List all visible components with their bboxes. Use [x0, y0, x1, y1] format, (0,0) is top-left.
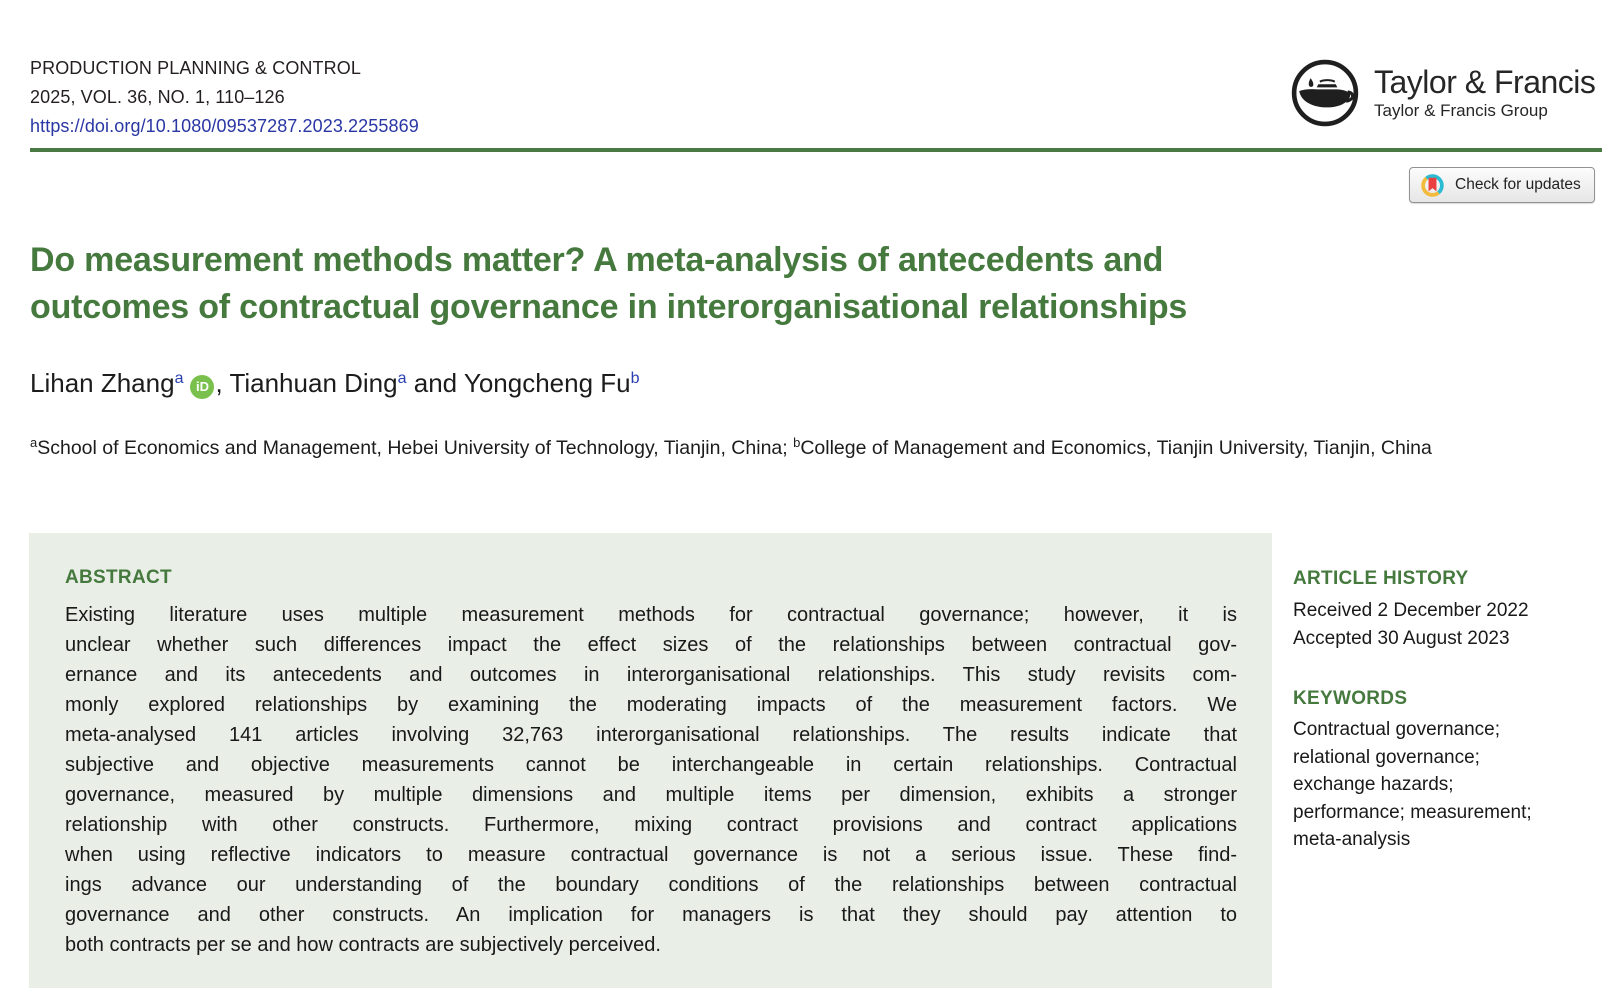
- article-title-line-1: Do measurement methods matter? A meta-analysis of antecedents and: [30, 241, 1164, 279]
- author-3-affiliation-mark: b: [630, 370, 640, 387]
- author-3: and Yongcheng Fu: [406, 368, 631, 398]
- abstract-line: governance and other constructs. An implication for managers is that they should pay attention to: [65, 904, 1237, 926]
- abstract-line: relationship with other constructs. Furthermore, mixing contract provisions and contract applications: [65, 814, 1237, 836]
- abstract-line: both contracts per se and how contracts are subjectively perceived.: [65, 934, 661, 956]
- abstract-line: meta-analysed 141 articles involving 32,763 interorganisational relationships. The results indicate that: [65, 724, 1237, 746]
- abstract-heading: ABSTRACT: [65, 567, 172, 588]
- keywords-heading: KEYWORDS: [1293, 688, 1408, 709]
- publisher-logo: [1290, 58, 1595, 128]
- abstract-line: Existing literature uses multiple measurement methods for contractual governance; however, it is: [65, 604, 1237, 626]
- keyword-line: relational governance;: [1293, 746, 1480, 768]
- header-divider: [30, 148, 1602, 152]
- article-meta-sidebar: [1293, 568, 1578, 854]
- affiliation-a-text: School of Economics and Management, Hebei University of Technology, Tianjin, China;: [37, 437, 794, 459]
- keyword-line: Contractual governance;: [1293, 719, 1501, 740]
- journal-masthead: [30, 54, 419, 141]
- doi-link[interactable]: https://doi.org/10.1080/09537287.2023.2255869: [30, 116, 419, 136]
- publisher-group: Taylor & Francis Group: [1374, 101, 1548, 120]
- crossmark-icon: [1420, 173, 1445, 198]
- affiliations: [30, 428, 1486, 463]
- author-2-affiliation-mark: a: [397, 370, 407, 387]
- journal-issue-info: 2025, VOL. 36, NO. 1, 110–126: [30, 87, 285, 107]
- abstract-line: monly explored relationships by examining the moderating impacts of the measurement factors. We: [65, 694, 1237, 716]
- affiliation-b-text: College of Management and Economics, Tianjin University, Tianjin, China: [800, 437, 1432, 459]
- keyword-line: performance; measurement;: [1293, 801, 1532, 823]
- author-1: Lihan Zhang: [30, 368, 175, 398]
- check-for-updates-button[interactable]: [1409, 167, 1595, 203]
- article-history-heading: ARTICLE HISTORY: [1293, 568, 1469, 589]
- abstract-text: [65, 600, 1237, 960]
- article-title: [30, 237, 1187, 331]
- journal-name: PRODUCTION PLANNING & CONTROL: [30, 58, 361, 78]
- author-list: [30, 368, 640, 399]
- keyword-line: exchange hazards;: [1293, 774, 1454, 795]
- abstract-line: when using reflective indicators to measure contractual governance is not a serious issue. These find-: [65, 844, 1237, 866]
- taylor-francis-lamp-icon: [1290, 58, 1360, 128]
- article-title-line-2: outcomes of contractual governance in interorganisational relationships: [30, 288, 1188, 326]
- abstract-line: ernance and its antecedents and outcomes in interorganisational relationships. This study revisits com-: [65, 664, 1237, 686]
- abstract-line: governance, measured by multiple dimensions and multiple items per dimension, exhibits a stronger: [65, 784, 1237, 806]
- affiliation-a-mark: a: [30, 435, 38, 450]
- keyword-line: meta-analysis: [1293, 829, 1411, 850]
- article-history-entries: [1293, 597, 1578, 653]
- abstract-line: subjective and objective measurements cannot be interchangeable in certain relationships. Contractual: [65, 754, 1237, 776]
- check-for-updates-label: Check for updates: [1455, 176, 1581, 193]
- keywords-list: [1293, 716, 1578, 854]
- accepted-date: Accepted 30 August 2023: [1293, 628, 1510, 649]
- abstract-line: unclear whether such differences impact the effect sizes of the relationships between contractual gov-: [65, 634, 1237, 656]
- author-1-affiliation-mark: a: [174, 370, 184, 387]
- abstract-panel: [29, 533, 1272, 988]
- author-2: , Tianhuan Ding: [215, 368, 398, 398]
- affiliation-b-mark: b: [793, 435, 801, 450]
- publisher-name: Taylor & Francis: [1374, 64, 1596, 100]
- orcid-id-icon[interactable]: iD: [190, 375, 214, 399]
- received-date: Received 2 December 2022: [1293, 600, 1529, 621]
- publisher-wordmark: [1374, 65, 1595, 121]
- abstract-line: ings advance our understanding of the boundary conditions of the relationships between contractual: [65, 874, 1237, 896]
